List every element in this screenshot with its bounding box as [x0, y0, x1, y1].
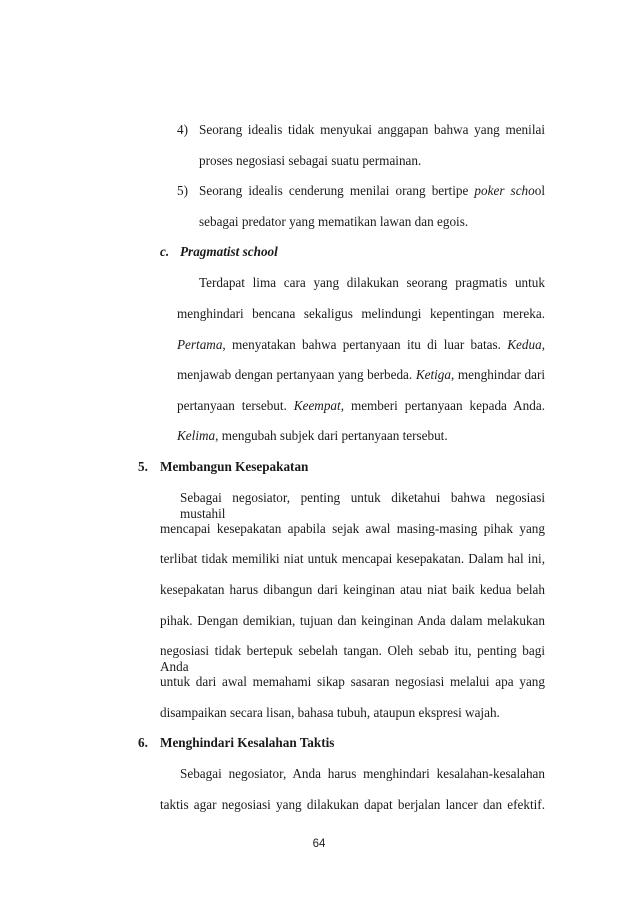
italic-term: Ketiga: [415, 367, 451, 382]
paragraph-line: [177, 398, 545, 414]
subsection-c-line-3: [177, 337, 545, 353]
paragraph-line: [177, 367, 545, 383]
paragraph-line: [177, 337, 545, 353]
list-number: 4): [177, 122, 188, 137]
italic-term: Kedua: [507, 337, 542, 352]
italic-term: Pertama: [177, 337, 223, 352]
subsection-label: c.: [160, 244, 170, 259]
italic-term: Keempat: [293, 398, 341, 413]
section-6-heading: [138, 735, 334, 751]
list-item-4-line-2: [199, 153, 421, 169]
subsection-c-line-6: [177, 428, 448, 444]
paragraph-line: untuk dari awal memahami sikap sasaran negosiasi melalui apa yang: [160, 674, 545, 689]
text-run: , menyatakan bahwa pertanyaan itu di luar batas.: [222, 337, 508, 352]
section-5-line-3: [160, 551, 545, 567]
paragraph-line: negosiasi tidak bertepuk sebelah tangan. Oleh sebab itu, penting bagi Anda: [160, 643, 545, 674]
text-run: ol: [534, 183, 545, 198]
paragraph-line: menghindari bencana sekaligus melindungi kepentingan mereka.: [177, 306, 545, 321]
text-run: menjawab dengan pertanyaan yang berbeda.: [177, 367, 416, 382]
text-run: pertanyaan tersebut.: [177, 398, 294, 413]
section-6-line-2: [160, 797, 545, 813]
section-5-line-4: [160, 582, 545, 598]
section-5-line-8: [160, 705, 500, 721]
list-item-5-line-2: [199, 214, 468, 230]
subsection-c-line-2: [177, 306, 545, 322]
subsection-title: Pragmatist school: [180, 244, 278, 259]
list-text: Seorang idealis tidak menyukai anggapan bahwa yang menilai: [199, 122, 545, 137]
section-5-line-1: [180, 490, 545, 522]
section-number: 5.: [138, 459, 148, 474]
text-run: ,: [541, 337, 545, 352]
paragraph-line: Sebagai negosiator, penting untuk diketahui bahwa negosiasi mustahil: [180, 490, 545, 521]
list-text: proses negosiasi sebagai suatu permainan.: [199, 153, 422, 168]
section-5-heading: [138, 459, 308, 475]
subsection-c-heading: [160, 244, 278, 260]
text-run: , mengubah subjek dari pertanyaan tersebut.: [215, 428, 448, 443]
subsection-c-line-5: [177, 398, 545, 414]
text-run: , menghindar dari: [451, 367, 546, 382]
paragraph-line: mencapai kesepakatan apabila sejak awal masing-masing pihak yang: [160, 521, 545, 536]
paragraph-line: Sebagai negosiator, Anda harus menghindari kesalahan-kesalahan: [180, 766, 545, 781]
list-text: sebagai predator yang mematikan lawan dan egois.: [199, 214, 469, 229]
paragraph-line: pihak. Dengan demikian, tujuan dan keinginan Anda dalam melakukan: [160, 613, 545, 628]
list-item-4-line-1: [177, 122, 545, 138]
subsection-c-line-1: [199, 275, 545, 291]
italic-term: poker scho: [474, 183, 535, 198]
text-run: , memberi pertanyaan kepada Anda.: [340, 398, 545, 413]
section-6-line-1: [180, 766, 545, 782]
paragraph-line: Terdapat lima cara yang dilakukan seorang pragmatis untuk: [199, 275, 545, 290]
paragraph-line: disampaikan secara lisan, bahasa tubuh, ataupun ekspresi wajah.: [160, 705, 500, 720]
paragraph-line: kesepakatan harus dibangun dari keinginan atau niat baik kedua belah: [160, 582, 545, 597]
section-5-line-6: [160, 643, 545, 675]
list-number: 5): [177, 183, 188, 198]
section-5-line-2: [160, 521, 545, 537]
subsection-c-line-4: [177, 367, 545, 383]
italic-term: Kelima: [177, 428, 216, 443]
section-title: Menghindari Kesalahan Taktis: [160, 735, 335, 750]
list-text: [199, 183, 545, 199]
paragraph-line: terlibat tidak memiliki niat untuk mencapai kesepakatan. Dalam hal ini,: [160, 551, 545, 566]
paragraph-line: taktis agar negosiasi yang dilakukan dapat berjalan lancer dan efektif.: [160, 797, 545, 812]
section-title: Membangun Kesepakatan: [160, 459, 309, 474]
section-5-line-7: [160, 674, 545, 690]
list-item-5-line-1: [177, 183, 545, 199]
page-number: 64: [312, 838, 326, 850]
section-number: 6.: [138, 735, 148, 750]
section-5-line-5: [160, 613, 545, 629]
text-run: Seorang idealis cenderung menilai orang bertipe: [199, 183, 475, 198]
